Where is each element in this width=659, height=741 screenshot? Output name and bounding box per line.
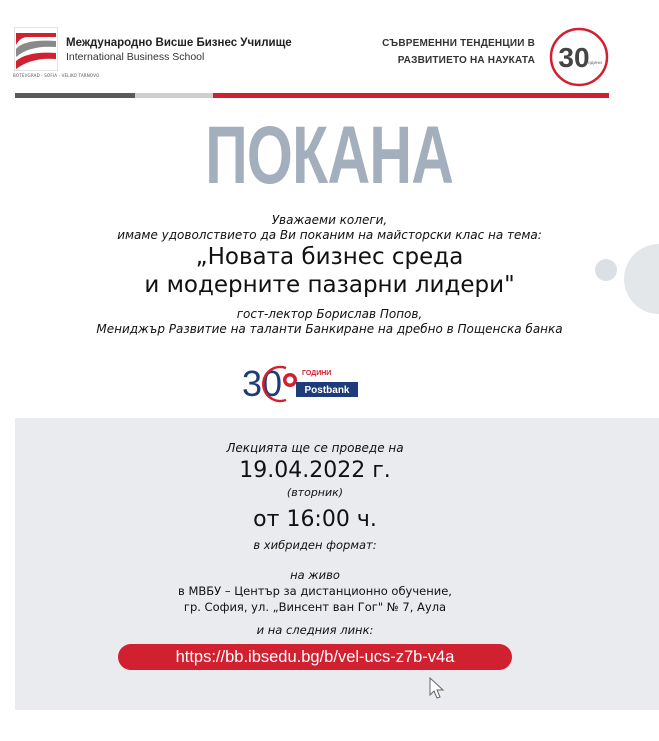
conference-title-line1: СЪВРЕМЕННИ ТЕНДЕНЦИИ В (382, 38, 535, 49)
event-link-intro: и на следния линк: (256, 623, 374, 637)
header-stripe-red (213, 93, 609, 98)
event-held-label: Лекцията ще се проведе на (226, 441, 404, 455)
badge-number: 30 (558, 42, 590, 73)
guest-lecturer: гост-лектор Борислав Попов, (236, 307, 423, 321)
postbank-anniv-number: 30 (242, 363, 283, 404)
greeting: Уважаеми колеги, (271, 213, 388, 227)
event-live-label: на живо (290, 568, 340, 582)
event-place-line1: в МВБУ – Център за дистанционно обучение, (178, 584, 452, 598)
topic-line-2: и модерните пазарни лидери" (144, 272, 515, 298)
school-name-bg: Международно Висше Бизнес Училище (66, 37, 292, 49)
school-name-en: International Business School (66, 51, 205, 63)
meeting-link-button[interactable]: https://bb.ibsedu.bg/b/vel-ucs-z7b-v4a (118, 644, 512, 670)
invitation-title: ПОКАНА (205, 110, 454, 201)
topic-line-1: „Новата бизнес среда (195, 244, 464, 270)
postbank-brand: Postbank (304, 385, 350, 396)
event-place-line2: гр. София, ул. „Винсент ван Гог" № 7, Аула (183, 600, 447, 614)
event-time: от 16:00 ч. (253, 507, 377, 532)
anniversary-badge-icon (548, 26, 610, 88)
event-weekday: (вторник) (286, 486, 344, 499)
page-header (0, 0, 659, 100)
event-info-panel (15, 418, 659, 710)
guest-role: Мениджър Развитие на таланти Банкиране на дребно в Пощенска банка (96, 322, 563, 336)
postbank-years: ГОДИНИ (302, 370, 332, 377)
header-stripe-dark (15, 93, 135, 98)
badge-word: ГОДИНИ (585, 60, 603, 65)
logo-subtitle: BOTEVGRAD · SOFIA · VELIKO TARNOVO (13, 73, 100, 78)
header-stripe-light (135, 93, 213, 98)
postbank-logo-icon (240, 360, 370, 406)
conference-title-line2: РАЗВИТИЕТО НА НАУКАТА (397, 55, 535, 66)
ibs-logo-icon (14, 27, 58, 71)
intro-text: имаме удоволствието да Ви поканим на майсторски клас на тема: (117, 228, 542, 242)
event-date: 19.04.2022 г. (239, 458, 391, 483)
decor-circle-small (595, 259, 617, 281)
mouse-cursor-icon (428, 677, 446, 701)
event-format: в хибриден формат: (253, 538, 377, 552)
